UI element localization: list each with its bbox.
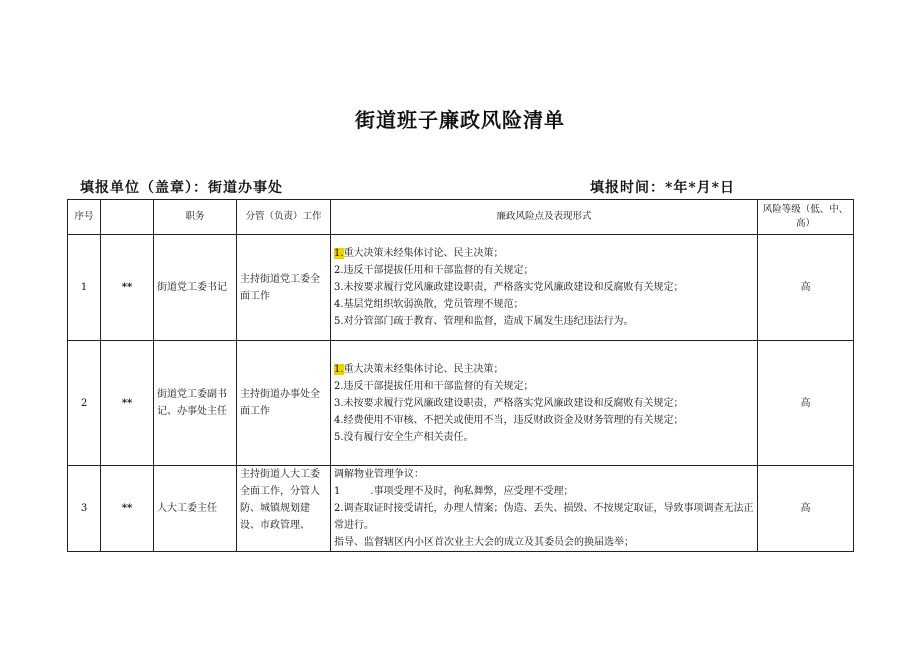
row-duty: 街道党工委书记 bbox=[154, 235, 237, 341]
row-seq: 1 bbox=[68, 235, 101, 341]
col-header-seq: 序号 bbox=[68, 200, 101, 235]
risk-item-text: 调查取证时接受请托，办理人情案；伪造、丢失、损毁、不按规定取证，导致事项调查无法正常进行。 bbox=[334, 503, 754, 531]
row-work: 主持街道办事处全面工作 bbox=[237, 341, 331, 466]
risk-item-text: 违反干部提拔任用和干部监督的有关规定； bbox=[343, 380, 534, 392]
row-name: ** bbox=[101, 341, 154, 466]
risk-item bbox=[334, 296, 754, 313]
risk-item bbox=[334, 483, 754, 500]
risk-item-text: 调解物业管理争议： bbox=[334, 469, 424, 480]
risk-item-number: 3. bbox=[334, 282, 344, 293]
table-header-row bbox=[68, 200, 854, 235]
row-risks bbox=[331, 235, 758, 341]
risk-item bbox=[334, 466, 754, 483]
risk-item-text: 未按要求履行党风廉政建设职责，严格落实党风廉政建设和反腐败有关规定； bbox=[343, 397, 684, 409]
row-work: 主持街道党工委全面工作 bbox=[237, 235, 331, 341]
filing-unit: 填报单位（盖章）：街道办事处 bbox=[80, 180, 283, 196]
row-risk-level: 高 bbox=[758, 341, 854, 466]
filing-time: 填报时间：*年*月*日 bbox=[590, 180, 735, 196]
risk-item-text: 没有履行安全生产相关责任。 bbox=[343, 431, 474, 443]
col-header-work: 分管（负责）工作 bbox=[237, 200, 331, 235]
row-name: ** bbox=[101, 235, 154, 341]
risk-item-text: 基层党组织软弱涣散，党员管理不规范； bbox=[343, 299, 524, 310]
risk-item bbox=[334, 378, 754, 395]
table-row bbox=[68, 341, 854, 466]
col-header-level: 风险等级（低、中、高） bbox=[758, 200, 854, 235]
row-work: 主持街道人大工委全面工作，分管人防、城镇规划建设、市政管理、 bbox=[237, 466, 331, 552]
risk-item bbox=[334, 361, 754, 378]
table-row bbox=[68, 235, 854, 341]
risk-item bbox=[334, 245, 754, 262]
risk-item-number: 1. bbox=[334, 248, 344, 259]
risk-item bbox=[334, 412, 754, 429]
risk-item-text: 未按要求履行党风廉政建设职责，严格落实党风廉政建设和反腐败有关规定； bbox=[343, 282, 684, 293]
risk-table bbox=[67, 199, 854, 552]
row-risks bbox=[331, 466, 758, 552]
risk-item bbox=[334, 313, 754, 330]
row-risks bbox=[331, 341, 758, 466]
risk-item-text: 对分管部门疏于教育、管理和监督，造成下属发生违纪违法行为。 bbox=[343, 316, 634, 327]
risk-item bbox=[334, 395, 754, 412]
risk-item-number: 2. bbox=[334, 380, 344, 392]
risk-item-number: 2. bbox=[334, 503, 344, 514]
row-risk-level: 高 bbox=[758, 466, 854, 552]
risk-item-text: 指导、监督辖区内小区首次业主大会的成立及其委员会的换届选举； bbox=[334, 537, 634, 548]
risk-table-viewport bbox=[67, 199, 854, 552]
risk-item-text: 经费使用不审核、不把关或使用不当，违反财政资金及财务管理的有关规定； bbox=[343, 414, 684, 426]
row-duty: 街道党工委副书记、办事处主任 bbox=[154, 341, 237, 466]
col-header-duty: 职务 bbox=[154, 200, 237, 235]
risk-item bbox=[334, 262, 754, 279]
risk-item-number: 3. bbox=[334, 397, 344, 409]
risk-item-text: 重大决策未经集体讨论、民主决策； bbox=[343, 363, 504, 375]
risk-item-number: 4. bbox=[334, 414, 344, 426]
risk-item-number: 1. bbox=[334, 363, 344, 375]
row-seq: 3 bbox=[68, 466, 101, 552]
risk-item bbox=[334, 500, 754, 534]
row-seq: 2 bbox=[68, 341, 101, 466]
risk-item bbox=[334, 534, 754, 551]
row-risk-level: 高 bbox=[758, 235, 854, 341]
risk-item-text: 违反干部提拔任用和干部监督的有关规定； bbox=[343, 265, 534, 276]
risk-item-text: 重大决策未经集体讨论、民主决策； bbox=[343, 248, 504, 259]
col-header-name bbox=[101, 200, 154, 235]
document-title: 街道班子廉政风险清单 bbox=[355, 108, 565, 132]
table-row bbox=[68, 466, 854, 552]
col-header-risk: 廉政风险点及表现形式 bbox=[331, 200, 758, 235]
risk-item bbox=[334, 279, 754, 296]
risk-item-number: 5. bbox=[334, 316, 344, 327]
row-name: ** bbox=[101, 466, 154, 552]
risk-item-text: .事项受理不及时，徇私舞弊，应受理不受理； bbox=[370, 486, 574, 497]
row-duty: 人大工委主任 bbox=[154, 466, 237, 552]
risk-item bbox=[334, 429, 754, 446]
risk-item-number: 1 bbox=[334, 486, 341, 497]
risk-item-number: 2. bbox=[334, 265, 344, 276]
risk-item-number: 5. bbox=[334, 431, 344, 443]
risk-item-number: 4. bbox=[334, 299, 344, 310]
